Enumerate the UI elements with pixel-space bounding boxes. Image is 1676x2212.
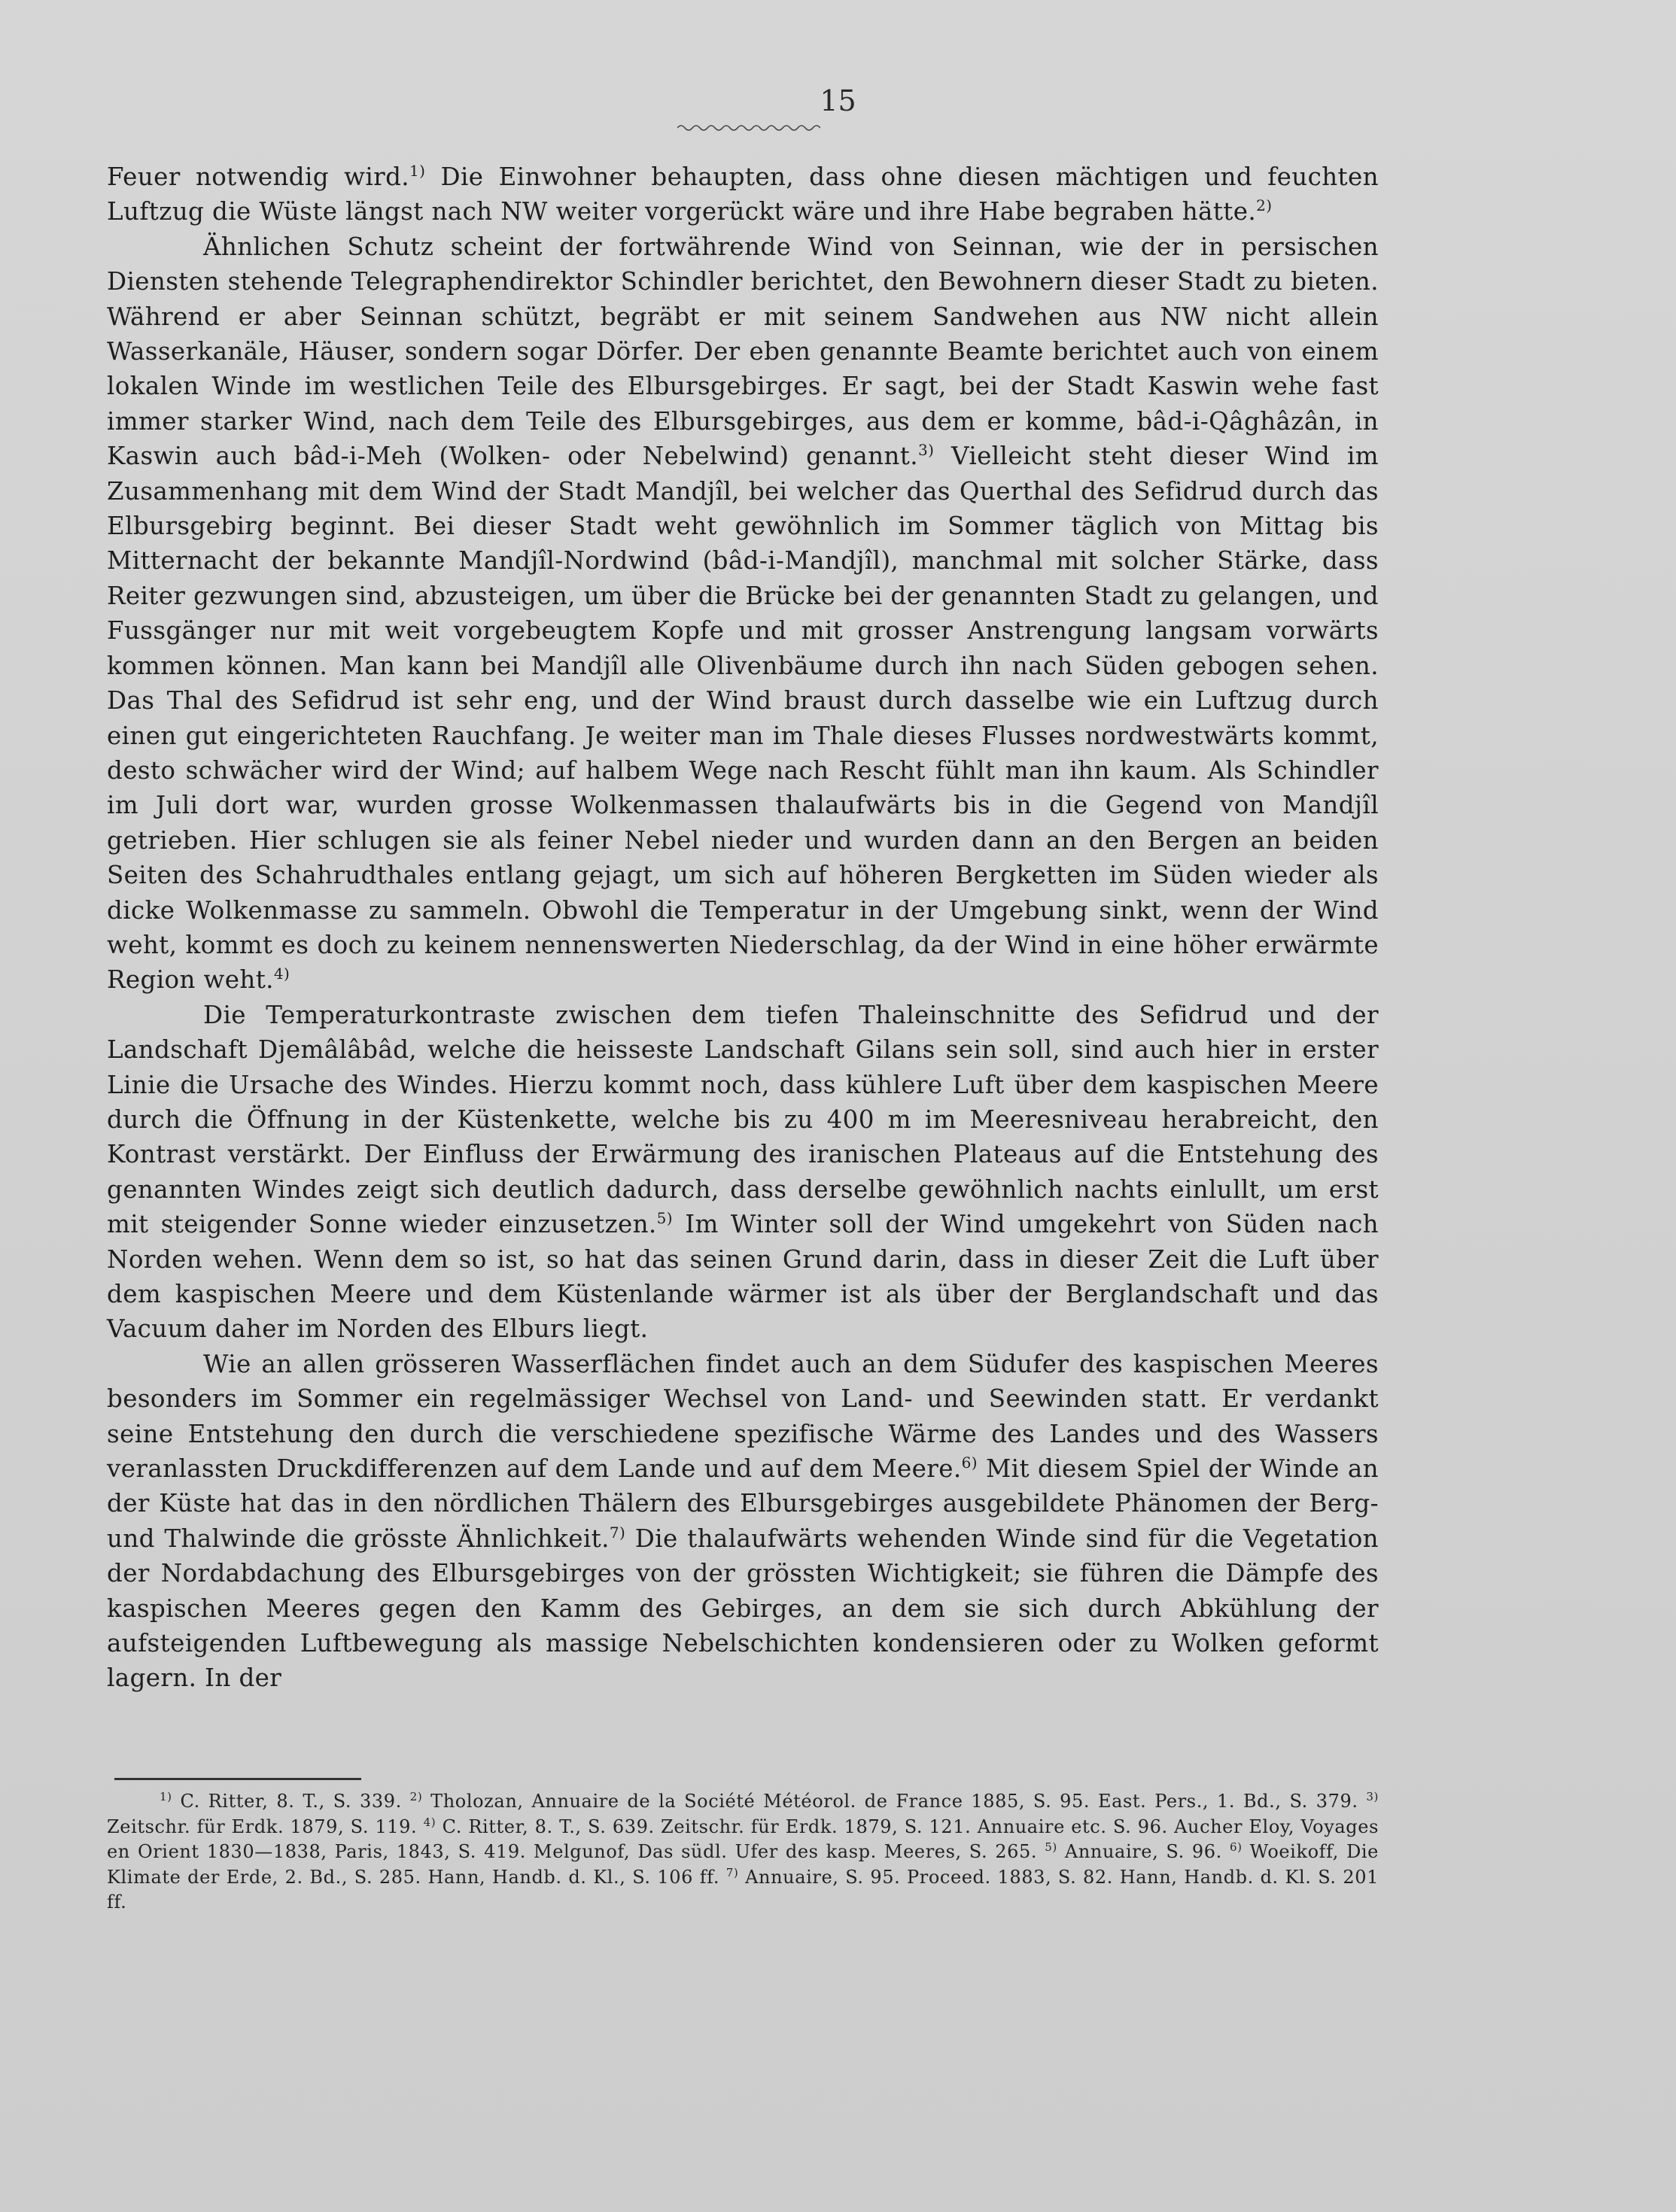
body-text	[107, 160, 1379, 1696]
footnote-run: Annuaire, S. 95. Proceed. 1883, S. 82. Hann, Handb. d. Kl. S. 201 ff.	[107, 1866, 1379, 1913]
text-run: Wie an allen grösseren Wasserflächen findet auch an dem Südufer des kaspischen Meeres besonders im Sommer ein regelmässiger Wechsel von Land- und Seewinden statt. Er verdankt seine Entstehung den durch die verschiedene spezifische Wärme des Landes und des Wassers veranlassten Druckdifferenzen auf dem Lande und auf dem Meere.	[107, 1349, 1379, 1484]
footnote-run: Tholozan, Annuaire de la Société Météorol. de France 1885, S. 95. East. Pers., 1. Bd., S. 379.	[422, 1791, 1367, 1812]
footnote-ref: 3)	[917, 441, 935, 460]
paragraph-4	[107, 1347, 1379, 1696]
footnote-marker: 7)	[725, 1865, 739, 1879]
footnote-ref: 2)	[1256, 196, 1273, 215]
footnote-text	[107, 1789, 1379, 1916]
text-run: Ähnlichen Schutz scheint der fortwährende Wind von Seinnan, wie der in persischen Diensten stehende Telegraphendirektor Schindler berichtet, den Bewohnern dieser Stadt zu bieten. Während er aber Seinnan schützt, begräbt er mit seinem Sandwehen aus NW nicht allein Wasserkanäle, Häuser, sondern sogar Dörfer. Der eben genannte Beamte berichtet auch von einem lokalen Winde im westlichen Teile des Elbursgebirges. Er sagt, bei der Stadt Kaswin wehe fast immer starker Wind, nach dem Teile des Elbursgebirges, aus dem er komme, bâd-i-Qâghâzân, in Kaswin auch bâd-i-Meh (Wolken- oder Nebelwind) genannt.	[107, 232, 1379, 471]
footnote-marker: 2)	[409, 1790, 423, 1803]
footnote-ref: 1)	[409, 162, 426, 181]
text-run: Vielleicht steht dieser Wind im Zusammenhang mit dem Wind der Stadt Mandjîl, bei welcher das Querthal des Sefidrud durch das Elbursgebirg beginnt. Bei dieser Stadt weht gewöhnlich im Sommer täglich von Mittag bis Mitternacht der bekannte Mandjîl-Nordwind (bâd-i-Mandjîl), manchmal mit solcher Stärke, dass Reiter gezwungen sind, abzusteigen, um über die Brücke bei der genannten Stadt zu gelangen, und Fussgänger nur mit weit vorgebeugtem Kopfe und mit grosser Anstrengung langsam vorwärts kommen können. Man kann bei Mandjîl alle Olivenbäume durch ihn nach Süden gebogen sehen. Das Thal des Sefidrud ist sehr eng, und der Wind braust durch dasselbe wie ein Luftzug durch einen gut eingerichteten Rauchfang. Je weiter man im Thale dieses Flusses nordwestwärts kommt, desto schwächer wird der Wind; auf halbem Wege nach Rescht fühlt man ihn kaum. Als Schindler im Juli dort war, wurden grosse Wolkenmassen thalaufwärts bis in die Gegend von Mandjîl getrieben. Hier schlugen sie als feiner Nebel nieder und wurden dann an den Bergen an beiden Seiten des Schahrudthales entlang gejagt, um sich auf höheren Bergketten im Süden wieder als dicke Wolkenmasse zu sammeln. Obwohl die Temperatur in der Umgebung sinkt, wenn der Wind weht, kommt es doch zu keinem nennenswerten Niederschlag, da der Wind in eine höher erwärmte Region weht.	[107, 442, 1379, 995]
footnote-marker: 3)	[1366, 1790, 1379, 1803]
footnote-marker: 5)	[1045, 1840, 1057, 1854]
footnote-run: Zeitschr. für Erdk. 1879, S. 119.	[107, 1815, 424, 1837]
text-run: Mit diesem Spiel der Winde an der Küste hat das in den nördlichen Thälern des Elbursgebirges ausgebildete Phänomen der Berg- und Thalwinde die grösste Ähnlichkeit.	[107, 1454, 1379, 1553]
page-number: 15	[820, 84, 856, 117]
paragraph-1	[107, 160, 1379, 229]
footnote-marker: 4)	[423, 1815, 436, 1829]
text-run: Die Einwohner behaupten, dass ohne diesen mächtigen und feuchten Luftzug die Wüste längst nach NW weiter vorgerückt wäre und ihre Habe begraben hätte.	[107, 163, 1379, 226]
text-run: Feuer notwendig wird.	[107, 163, 410, 191]
footnotes	[107, 1789, 1379, 1916]
footnote-run: C. Ritter, 8. T., S. 339.	[172, 1791, 410, 1812]
footnote-run: Woeikoff, Die Klimate der Erde, 2. Bd., S. 285. Hann, Handb. d. Kl., S. 106 ff.	[107, 1841, 1379, 1888]
wavy-ornament	[677, 122, 820, 131]
footnote-marker: 1)	[160, 1790, 172, 1803]
text-run: Im Winter soll der Wind umgekehrt von Süden nach Norden wehen. Wenn dem so ist, so hat das seinen Grund darin, dass in dieser Zeit die Luft über dem kaspischen Meere und dem Küstenlande wärmer ist als über der Berglandschaft und das Vacuum daher im Norden des Elburs liegt.	[107, 1210, 1379, 1344]
footnote-run: C. Ritter, 8. T., S. 639. Zeitschr. für Erdk. 1879, S. 121. Annuaire etc. S. 96. Aucher Eloy, Voyages en Orient 1830—1838, Paris, 1843, S. 419. Melgunof, Das südl. Ufer des kasp. Meeres, S. 265.	[107, 1815, 1379, 1862]
paragraph-2	[107, 229, 1379, 998]
footnote-ref: 7)	[609, 1524, 626, 1542]
footnote-ref: 5)	[656, 1209, 673, 1228]
footnote-run: Annuaire, S. 96.	[1057, 1841, 1230, 1862]
paragraph-3	[107, 998, 1379, 1347]
footnote-marker: 6)	[1229, 1840, 1243, 1854]
footnote-separator	[114, 1778, 361, 1780]
footnote-ref: 4)	[273, 965, 290, 983]
text-run: Die thalaufwärts wehenden Winde sind für die Vegetation der Nordabdachung des Elbursgebirges von der grössten Wichtigkeit; sie führen die Dämpfe des kaspischen Meeres gegen den Kamm des Gebirges, an dem sie sich durch Abkühlung der aufsteigenden Luftbewegung als massige Nebelschichten kondensieren oder zu Wolken geformt lagern. In der	[107, 1524, 1379, 1693]
text-run: Die Temperaturkontraste zwischen dem tiefen Thaleinschnitte des Sefidrud und der Landschaft Djemâlâbâd, welche die heisseste Landschaft Gilans sein soll, sind auch hier in erster Linie die Ursache des Windes. Hierzu kommt noch, dass kühlere Luft über dem kaspischen Meere durch die Öffnung in der Küstenkette, welche bis zu 400 m im Meeresniveau herabreicht, den Kontrast verstärkt. Der Einfluss der Erwärmung des iranischen Plateaus auf die Entstehung des genannten Windes zeigt sich deutlich dadurch, dass derselbe gewöhnlich nachts einlullt, um erst mit steigender Sonne wieder einzusetzen.	[107, 1000, 1379, 1239]
footnote-ref: 6)	[961, 1454, 978, 1472]
